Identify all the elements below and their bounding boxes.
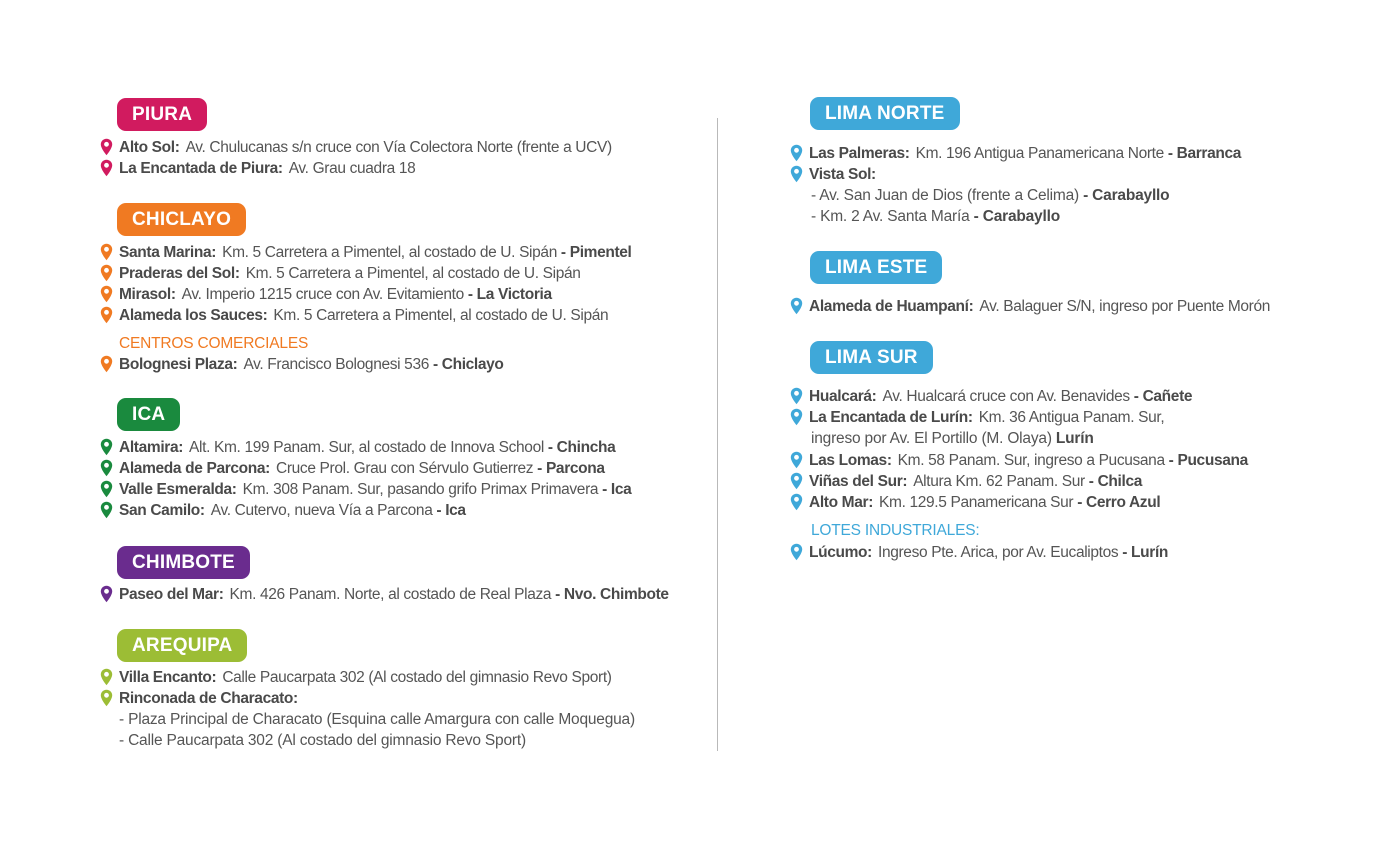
map-pin-icon (790, 165, 803, 183)
location-city: La Victoria (476, 286, 552, 303)
separator: - (1073, 494, 1086, 511)
location-city: Ica (445, 502, 466, 519)
map-pin-icon (100, 138, 113, 156)
location-name: Alameda de Parcona: (119, 460, 270, 477)
map-pin-icon (790, 472, 803, 490)
separator: - (1084, 473, 1098, 490)
location-address: Km. 5 Carretera a Pimentel, al costado de U. Sipán (222, 244, 557, 261)
region-badge-arequipa: AREQUIPA (117, 629, 247, 662)
map-pin-icon (100, 285, 113, 303)
location-name: Lúcumo: (809, 544, 872, 561)
location-name: Mirasol: (119, 286, 176, 303)
location-city: Nvo. Chimbote (563, 586, 669, 603)
map-pin-icon (790, 387, 803, 405)
location-name: Las Lomas: (809, 452, 892, 469)
separator: - (432, 502, 446, 519)
location-name: San Camilo: (119, 502, 205, 519)
location-name: Alameda de Huampaní: (809, 298, 974, 315)
region-badge-ica: ICA (117, 398, 180, 431)
map-pin-icon (100, 585, 113, 603)
address-line: ingreso por Av. El Portillo (M. Olaya) Lurín (811, 430, 1094, 447)
location-name: La Encantada de Piura: (119, 160, 283, 177)
location-address: Calle Paucarpata 302 (Al costado del gimnasio Revo Sport) (222, 669, 612, 686)
location-name: Rinconada de Characato: (119, 690, 298, 707)
location-address: Km. 58 Panam. Sur, ingreso a Pucusana (897, 452, 1165, 469)
location-name: Villa Encanto: (119, 669, 217, 686)
location-name: Praderas del Sol: (119, 265, 240, 282)
location-address: Av. Imperio 1215 cruce con Av. Evitamiento (181, 286, 464, 303)
map-pin-icon (790, 493, 803, 511)
location-address: Altura Km. 62 Panam. Sur (913, 473, 1085, 490)
region-badge-piura: PIURA (117, 98, 207, 131)
separator: - (429, 356, 442, 373)
column-divider (717, 118, 718, 751)
location-name: Hualcará: (809, 388, 877, 405)
location-name: La Encantada de Lurín: (809, 409, 973, 426)
subheading-centros-comerciales: CENTROS COMERCIALES (119, 335, 309, 352)
map-pin-icon (100, 501, 113, 519)
map-pin-icon (790, 144, 803, 162)
address-line: - Km. 2 Av. Santa María - Carabayllo (811, 208, 1060, 225)
location-city: Chilca (1097, 473, 1142, 490)
location-city: Cañete (1142, 388, 1193, 405)
separator: - (463, 286, 477, 303)
location-address: Av. Cutervo, nueva Vía a Parcona (210, 502, 433, 519)
location-address: Cruce Prol. Grau con Sérvulo Gutierrez (276, 460, 534, 477)
separator: - (556, 244, 570, 261)
region-badge-lima-este: LIMA ESTE (810, 251, 942, 284)
location-name: Viñas del Sur: (809, 473, 908, 490)
region-badge-chiclayo: CHICLAYO (117, 203, 246, 236)
separator: - (551, 586, 564, 603)
location-name: Alto Sol: (119, 139, 180, 156)
location-address: Av. Hualcará cruce con Av. Benavides (882, 388, 1130, 405)
subheading-lotes-industriales: LOTES INDUSTRIALES: (811, 522, 980, 539)
map-pin-icon (100, 306, 113, 324)
location-address: Km. 308 Panam. Sur, pasando grifo Primax Primavera (242, 481, 599, 498)
separator: - (598, 481, 611, 498)
map-pin-icon (100, 459, 113, 477)
location-city: Chincha (556, 439, 616, 456)
map-pin-icon (100, 159, 113, 177)
map-pin-icon (100, 355, 113, 373)
map-pin-icon (100, 243, 113, 261)
separator: - (1118, 544, 1132, 561)
map-pin-icon (100, 264, 113, 282)
separator: - (1129, 388, 1143, 405)
separator: - (1163, 145, 1177, 162)
location-address: Av. Francisco Bolognesi 536 (243, 356, 429, 373)
location-address: Av. Balaguer S/N, ingreso por Puente Morón (979, 298, 1270, 315)
region-badge-lima-sur: LIMA SUR (810, 341, 933, 374)
location-address: Km. 5 Carretera a Pimentel, al costado de U. Sipán (273, 307, 609, 324)
address-line: - Plaza Principal de Characato (Esquina calle Amargura con calle Moquegua) (119, 711, 635, 728)
location-name: Bolognesi Plaza: (119, 356, 238, 373)
location-address: Ingreso Pte. Arica, por Av. Eucaliptos (878, 544, 1119, 561)
map-pin-icon (790, 297, 803, 315)
separator: - (1164, 452, 1178, 469)
location-name: Santa Marina: (119, 244, 217, 261)
address-line: - Calle Paucarpata 302 (Al costado del gimnasio Revo Sport) (119, 732, 526, 749)
location-address: Km. 426 Panam. Norte, al costado de Real Plaza (229, 586, 552, 603)
location-address: Av. Grau cuadra 18 (288, 160, 416, 177)
map-pin-icon (100, 480, 113, 498)
map-pin-icon (790, 451, 803, 469)
map-pin-icon (100, 689, 113, 707)
location-name: Las Palmeras: (809, 145, 910, 162)
location-address: Av. Chulucanas s/n cruce con Vía Colectora Norte (frente a UCV) (185, 139, 612, 156)
location-city: Parcona (545, 460, 605, 477)
location-name: Paseo del Mar: (119, 586, 224, 603)
location-name: Vista Sol: (809, 166, 876, 183)
location-address: Km. 196 Antigua Panamericana Norte (915, 145, 1164, 162)
location-city: Cerro Azul (1085, 494, 1161, 511)
separator: - (533, 460, 546, 477)
location-city: Pimentel (569, 244, 632, 261)
location-address: Km. 129.5 Panamericana Sur (879, 494, 1074, 511)
location-city: Lurín (1131, 544, 1169, 561)
map-pin-icon (790, 408, 803, 426)
location-city: Ica (610, 481, 632, 498)
address-line: - Av. San Juan de Dios (frente a Celima) - Carabayllo (811, 187, 1170, 204)
location-address: Km. 5 Carretera a Pimentel, al costado de U. Sipán (245, 265, 581, 282)
location-address: Km. 36 Antigua Panam. Sur, (978, 409, 1165, 426)
separator: - (543, 439, 557, 456)
location-city: Chiclayo (441, 356, 504, 373)
location-city: Pucusana (1177, 452, 1248, 469)
location-name: Valle Esmeralda: (119, 481, 237, 498)
location-name: Alto Mar: (809, 494, 874, 511)
location-city: Barranca (1176, 145, 1242, 162)
map-pin-icon (100, 668, 113, 686)
map-pin-icon (100, 438, 113, 456)
location-name: Alameda los Sauces: (119, 307, 268, 324)
location-name: Altamira: (119, 439, 184, 456)
map-pin-icon (790, 543, 803, 561)
region-badge-lima-norte: LIMA NORTE (810, 97, 960, 130)
region-badge-chimbote: CHIMBOTE (117, 546, 250, 579)
location-address: Alt. Km. 199 Panam. Sur, al costado de Innova School (189, 439, 544, 456)
